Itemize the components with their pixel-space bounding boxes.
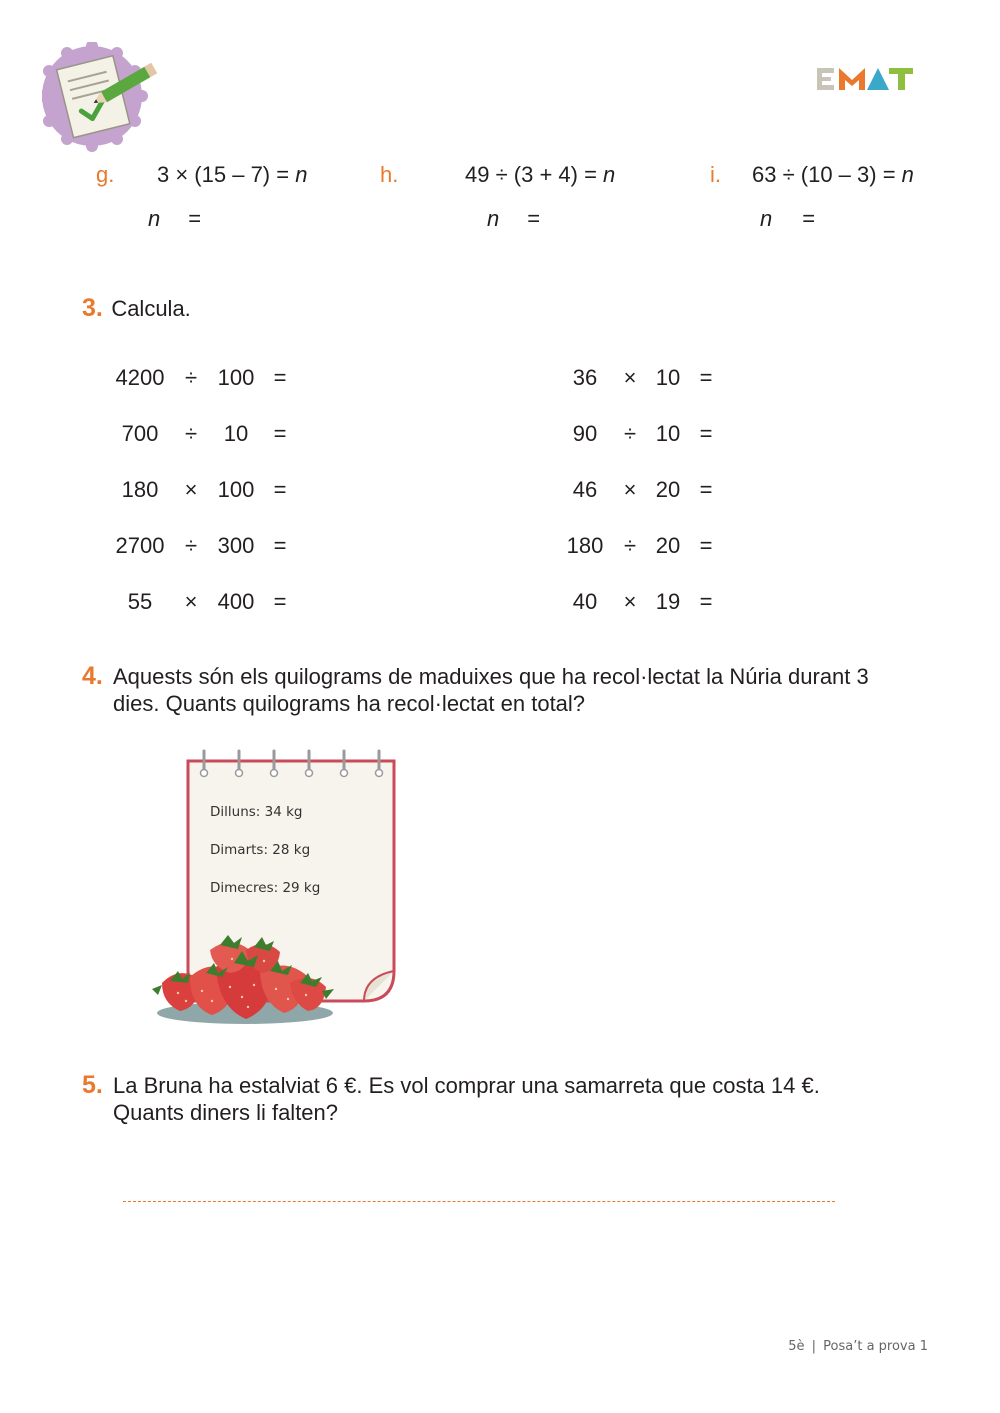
left-calc-operand-1: 700 bbox=[121, 421, 159, 446]
left-calc-equals: = bbox=[273, 477, 287, 502]
footer-section: Posa’t a prova 1 bbox=[823, 1339, 928, 1354]
footer-grade: 5è bbox=[788, 1339, 805, 1354]
checklist-badge-icon bbox=[42, 42, 177, 152]
left-calc-operator: ÷ bbox=[184, 365, 198, 390]
right-calc-operand-1: 36 bbox=[572, 365, 598, 390]
exercise-text-line-2: dies. Quants quilograms ha recol·lectat en total? bbox=[113, 691, 586, 716]
notebook-line-3: Dimecres: 29 kg bbox=[210, 880, 321, 896]
expression-text: 3 × (15 – 7) = bbox=[157, 162, 296, 187]
left-calc-operand-1: 2700 bbox=[115, 533, 165, 558]
left-calc-equals: = bbox=[273, 365, 287, 390]
right-calc-operand-2: 20 bbox=[655, 533, 681, 558]
item-letter: g. bbox=[96, 162, 115, 187]
equals-sign: = bbox=[188, 206, 202, 231]
exercise-h bbox=[380, 162, 398, 188]
right-calc-operator: × bbox=[623, 365, 637, 390]
left-calc-operand-2: 10 bbox=[223, 421, 249, 446]
left-calc-operand-2: 300 bbox=[217, 533, 255, 558]
right-calc-operator: ÷ bbox=[623, 421, 637, 446]
expression-g bbox=[157, 162, 307, 188]
right-calc-equals: = bbox=[699, 533, 713, 558]
right-calc-equals: = bbox=[699, 421, 713, 446]
answer-i[interactable] bbox=[760, 206, 815, 232]
left-calc-operator: ÷ bbox=[184, 421, 198, 446]
right-calc-operand-2: 20 bbox=[655, 477, 681, 502]
left-calc-operator: ÷ bbox=[184, 533, 198, 558]
expression-i bbox=[752, 162, 914, 188]
exercise-number: 3. bbox=[82, 294, 103, 322]
right-calc-equals: = bbox=[699, 589, 713, 614]
right-calc-operand-2: 10 bbox=[655, 421, 681, 446]
right-calc-operator: ÷ bbox=[623, 533, 637, 558]
left-calc-equals: = bbox=[273, 589, 287, 614]
exercise-text-line-1: La Bruna ha estalviat 6 €. Es vol comprar una samarreta que costa 14 €. bbox=[113, 1073, 820, 1098]
equals-sign: = bbox=[527, 206, 541, 231]
item-letter: h. bbox=[380, 162, 399, 187]
emat-logo bbox=[815, 66, 915, 92]
left-calc-equals: = bbox=[273, 533, 287, 558]
exercise-number: 5. bbox=[82, 1071, 103, 1099]
left-calc-equals: = bbox=[273, 421, 287, 446]
left-calc-operand-2: 100 bbox=[217, 365, 255, 390]
right-calc-operand-1: 40 bbox=[572, 589, 598, 614]
exercise-i bbox=[710, 162, 721, 188]
right-calc-equals: = bbox=[699, 477, 713, 502]
notebook-line-2: Dimarts: 28 kg bbox=[210, 842, 311, 858]
expression-text: 63 ÷ (10 – 3) = bbox=[752, 162, 902, 187]
left-calc-operand-2: 400 bbox=[217, 589, 255, 614]
exercise-g bbox=[96, 162, 114, 188]
right-calc-operand-1: 180 bbox=[566, 533, 604, 558]
right-calc-operator: × bbox=[623, 477, 637, 502]
exercise-3-heading bbox=[82, 294, 191, 323]
answer-variable: n bbox=[487, 206, 500, 231]
variable: n bbox=[603, 162, 616, 187]
exercise-prompt: Calcula. bbox=[111, 296, 191, 321]
variable: n bbox=[295, 162, 308, 187]
variable: n bbox=[901, 162, 914, 187]
left-calc-operator: × bbox=[184, 477, 198, 502]
left-calc-operand-1: 180 bbox=[121, 477, 159, 502]
exercise-number: 4. bbox=[82, 662, 103, 690]
notebook-line-1: Dilluns: 34 kg bbox=[210, 804, 303, 820]
expression-text: 49 ÷ (3 + 4) = bbox=[465, 162, 604, 187]
item-letter: i. bbox=[710, 162, 721, 187]
answer-variable: n bbox=[760, 206, 773, 231]
answer-variable: n bbox=[148, 206, 161, 231]
equals-sign: = bbox=[802, 206, 816, 231]
right-calc-operator: × bbox=[623, 589, 637, 614]
right-calc-operand-1: 46 bbox=[572, 477, 598, 502]
right-calc-operand-2: 19 bbox=[655, 589, 681, 614]
answer-h[interactable] bbox=[487, 206, 540, 232]
notebook-illustration bbox=[150, 745, 410, 1035]
page-footer bbox=[788, 1339, 928, 1354]
left-calc-operand-2: 100 bbox=[217, 477, 255, 502]
left-calc-operator: × bbox=[184, 589, 198, 614]
left-calc-operand-1: 4200 bbox=[115, 365, 165, 390]
footer-separator: | bbox=[811, 1339, 816, 1354]
answer-line[interactable] bbox=[123, 1201, 835, 1202]
right-calc-operand-2: 10 bbox=[655, 365, 681, 390]
right-calc-equals: = bbox=[699, 365, 713, 390]
exercise-text-line-2: Quants diners li falten? bbox=[113, 1100, 339, 1125]
left-calc-operand-1: 55 bbox=[127, 589, 153, 614]
answer-g[interactable] bbox=[148, 206, 201, 232]
right-calc-operand-1: 90 bbox=[572, 421, 598, 446]
exercise-text-line-1: Aquests són els quilograms de maduixes que ha recol·lectat la Núria durant 3 bbox=[113, 664, 869, 689]
expression-h bbox=[465, 162, 615, 188]
